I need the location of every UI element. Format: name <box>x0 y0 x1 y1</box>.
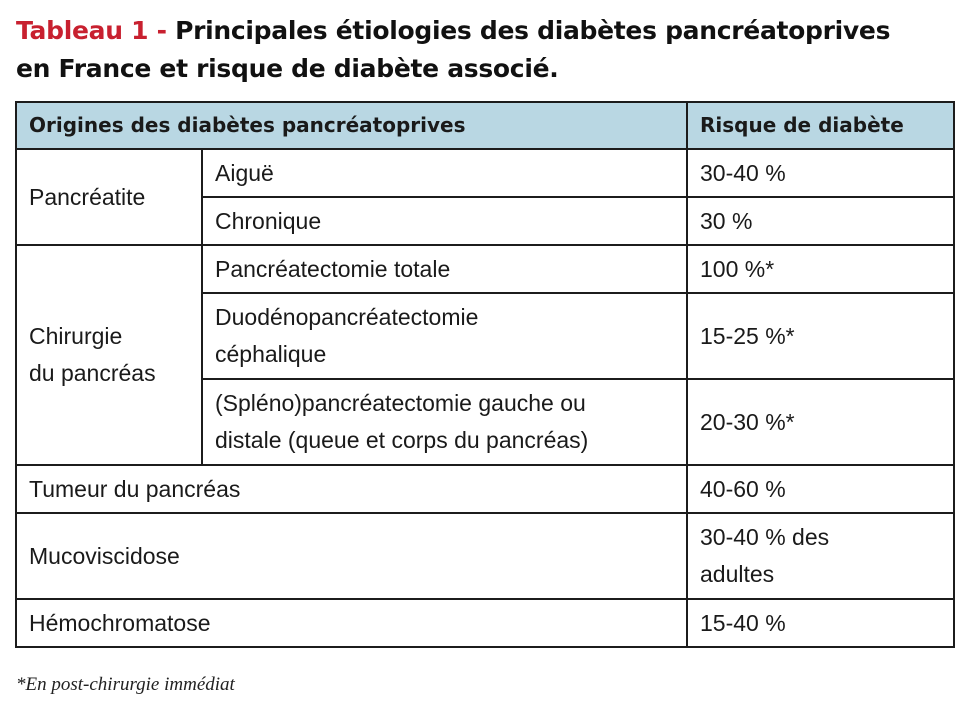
header-risk: Risque de diabète <box>687 102 954 149</box>
totale-label: Pancréatectomie totale <box>202 245 687 293</box>
title-line1: Principales étiologies des diabètes pancréatoprives <box>175 16 891 45</box>
header-origins: Origines des diabètes pancréatoprives <box>16 102 687 149</box>
muco-risk <box>687 513 954 599</box>
spleno-label <box>202 379 687 465</box>
aigue-label: Aiguë <box>202 149 687 197</box>
table-number: Tableau 1 - <box>16 16 167 45</box>
muco-label: Mucoviscidose <box>16 513 687 599</box>
muco-risk-line1: 30-40 % des <box>700 524 830 550</box>
chronique-risk: 30 % <box>687 197 954 245</box>
duodeno-label <box>202 293 687 379</box>
tumeur-risk: 40-60 % <box>687 465 954 513</box>
table-row <box>16 599 954 647</box>
chirurgie-label <box>16 245 202 465</box>
duodeno-line2: céphalique <box>215 341 327 367</box>
table-row <box>16 513 954 599</box>
spleno-risk: 20-30 %* <box>687 379 954 465</box>
table-title <box>16 12 966 88</box>
muco-risk-line2: adultes <box>700 561 775 587</box>
duodeno-risk: 15-25 %* <box>687 293 954 379</box>
table-row <box>16 245 954 293</box>
chronique-label: Chronique <box>202 197 687 245</box>
spleno-line1: (Spléno)pancréatectomie gauche ou <box>215 390 586 416</box>
title-line2: en France et risque de diabète associé. <box>16 54 559 83</box>
tumeur-label: Tumeur du pancréas <box>16 465 687 513</box>
pancreatite-label: Pancréatite <box>16 149 202 245</box>
header-row <box>16 102 954 149</box>
totale-risk: 100 %* <box>687 245 954 293</box>
chirurgie-label-line1: Chirurgie <box>29 323 123 349</box>
duodeno-line1: Duodénopancréatectomie <box>215 304 479 330</box>
table-row <box>16 465 954 513</box>
etiology-table <box>15 101 955 648</box>
aigue-risk: 30-40 % <box>687 149 954 197</box>
hemo-risk: 15-40 % <box>687 599 954 647</box>
footnote: *En post-chirurgie immédiat <box>16 674 235 695</box>
spleno-line2: distale (queue et corps du pancréas) <box>215 427 589 453</box>
table-row <box>16 149 954 197</box>
chirurgie-label-line2: du pancréas <box>29 360 156 386</box>
hemo-label: Hémochromatose <box>16 599 687 647</box>
